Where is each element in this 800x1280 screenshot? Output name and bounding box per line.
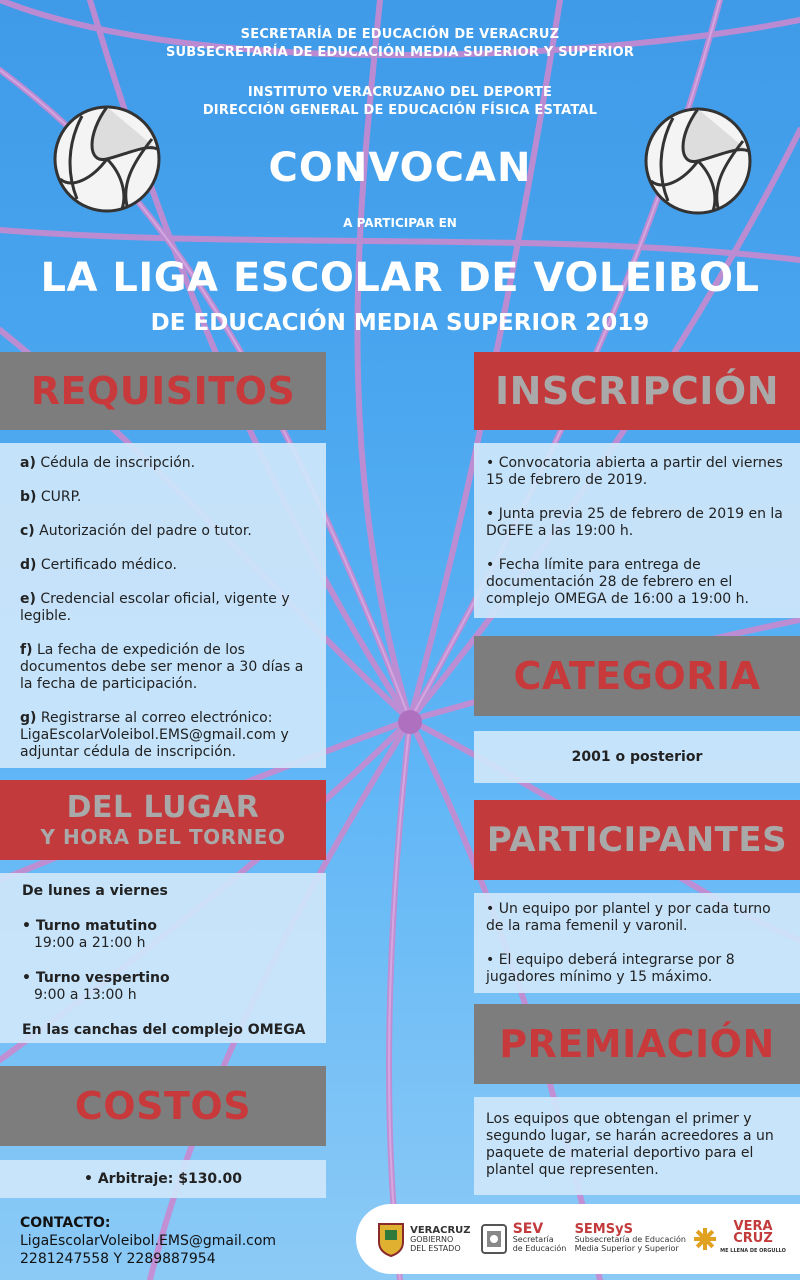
- requisito-c: c) Autorización del padre o tutor.: [20, 523, 252, 539]
- sev-logo-line3: de Educación: [512, 1244, 567, 1253]
- participantes-item: • Un equipo por plantel y por cada turno de la rama femenil y varonil.: [486, 901, 771, 934]
- semsys-logo-line3: Media Superior y Superior: [574, 1244, 679, 1253]
- vera-logo-line2: CRUZ: [733, 1231, 773, 1246]
- sev-emblem-icon: [479, 1221, 509, 1257]
- veracruz-logo-line2: GOBIERNO: [410, 1234, 454, 1244]
- header-secretaria: SECRETARÍA DE EDUCACIÓN DE VERACRUZ: [240, 27, 560, 42]
- categoria-value: 2001 o posterior: [474, 731, 800, 783]
- requisito-d: d) Certificado médico.: [20, 557, 177, 573]
- semsys-logo-line2: Subsecretaría de Educación: [574, 1235, 686, 1244]
- logo-sev: [479, 1221, 567, 1257]
- turno-matutino-label: • Turno matutino: [22, 918, 157, 934]
- veracruz-logo-name: VERACRUZ: [410, 1224, 471, 1236]
- veracruz-flower-icon: [694, 1228, 716, 1250]
- participar-text: A PARTICIPAR EN: [343, 216, 457, 230]
- participantes-title: PARTICIPANTES: [474, 800, 800, 880]
- media-superior-subtitle: DE EDUCACIÓN MEDIA SUPERIOR 2019: [150, 310, 650, 336]
- header-subsecretaria: SUBSECRETARÍA DE EDUCACIÓN MEDIA SUPERIOR Y SUPERIOR: [165, 45, 635, 60]
- veracruz-logo-line3: DEL ESTADO: [410, 1243, 461, 1253]
- premiacion-text: Los equipos que obtengan el primer y segundo lugar, se harán acreedores a un paquete de material deportivo para el plantel que representen.: [474, 1097, 800, 1195]
- lugar-panel: [0, 873, 326, 1043]
- logos-bar: [356, 1204, 800, 1274]
- requisito-e: e) Credencial escolar oficial, vigente y legible.: [20, 591, 290, 624]
- requisito-b: b) CURP.: [20, 489, 82, 505]
- requisitos-panel: [0, 443, 326, 768]
- sev-logo-line2: Secretaría: [512, 1235, 554, 1244]
- lugar-title: [0, 780, 326, 860]
- requisito-g: g) Registrarse al correo electrónico: LigaEscolarVoleibol.EMS@gmail.com y adjuntar cédula de inscripción.: [20, 710, 289, 760]
- inscripcion-title: INSCRIPCIÓN: [474, 352, 800, 430]
- header-instituto: INSTITUTO VERACRUZANO DEL DEPORTE: [247, 85, 553, 100]
- lugar-title-line2: Y HORA DEL TORNEO: [40, 825, 286, 850]
- costos-value: • Arbitraje: $130.00: [0, 1160, 326, 1198]
- lugar-place: En las canchas del complejo OMEGA: [22, 1022, 306, 1038]
- inscripcion-item: • Convocatoria abierta a partir del viernes 15 de febrero de 2019.: [486, 455, 783, 488]
- sev-logo-name: SEV: [512, 1221, 544, 1237]
- inscripcion-item: • Fecha límite para entrega de documentación 28 de febrero en el complejo OMEGA de 16:00 a 19:00 h.: [486, 557, 749, 607]
- premiacion-title: PREMIACIÓN: [474, 1004, 800, 1084]
- contacto-label: CONTACTO:: [20, 1215, 111, 1231]
- requisito-a: a) Cédula de inscripción.: [20, 455, 196, 471]
- logo-gobierno-veracruz: [376, 1220, 470, 1258]
- participantes-item: • El equipo deberá integrarse por 8 jugadores mínimo y 15 máximo.: [486, 952, 735, 985]
- contacto-block: [20, 1214, 276, 1268]
- participantes-panel: [474, 893, 800, 993]
- vera-logo-line1: VERA: [733, 1219, 773, 1234]
- contacto-email[interactable]: LigaEscolarVoleibol.EMS@gmail.com: [20, 1233, 277, 1249]
- lugar-title-line1: DEL LUGAR: [66, 789, 260, 825]
- categoria-title: CATEGORIA: [474, 636, 800, 716]
- convocan-heading: CONVOCAN: [268, 145, 532, 191]
- turno-vespertino-hours: 9:00 a 13:00 h: [34, 987, 137, 1003]
- veracruz-shield-icon: [376, 1220, 406, 1258]
- header-direccion: DIRECCIÓN GENERAL DE EDUCACIÓN FÍSICA ESTATAL: [202, 103, 598, 118]
- liga-title: LA LIGA ESCOLAR DE VOLEIBOL: [40, 255, 760, 301]
- inscripcion-panel: [474, 443, 800, 618]
- requisitos-title: REQUISITOS: [0, 352, 326, 430]
- lugar-days: De lunes a viernes: [22, 883, 168, 899]
- logo-veracruz-orgullo: [694, 1221, 786, 1257]
- turno-vespertino-label: • Turno vespertino: [22, 970, 170, 986]
- vera-logo-tagline: ME LLENA DE ORGULLO: [720, 1248, 786, 1254]
- turno-matutino-hours: 19:00 a 21:00 h: [34, 935, 146, 951]
- costos-title: COSTOS: [0, 1066, 326, 1146]
- logo-semsys: [574, 1222, 686, 1253]
- requisito-f: f) La fecha de expedición de los documentos debe ser menor a 30 días a la fecha de participación.: [20, 642, 304, 692]
- inscripcion-item: • Junta previa 25 de febrero de 2019 en la DGEFE a las 19:00 h.: [486, 506, 783, 539]
- semsys-logo-name: SEMSyS: [574, 1222, 633, 1237]
- contacto-phones: 2281247558 Y 2289887954: [20, 1251, 216, 1267]
